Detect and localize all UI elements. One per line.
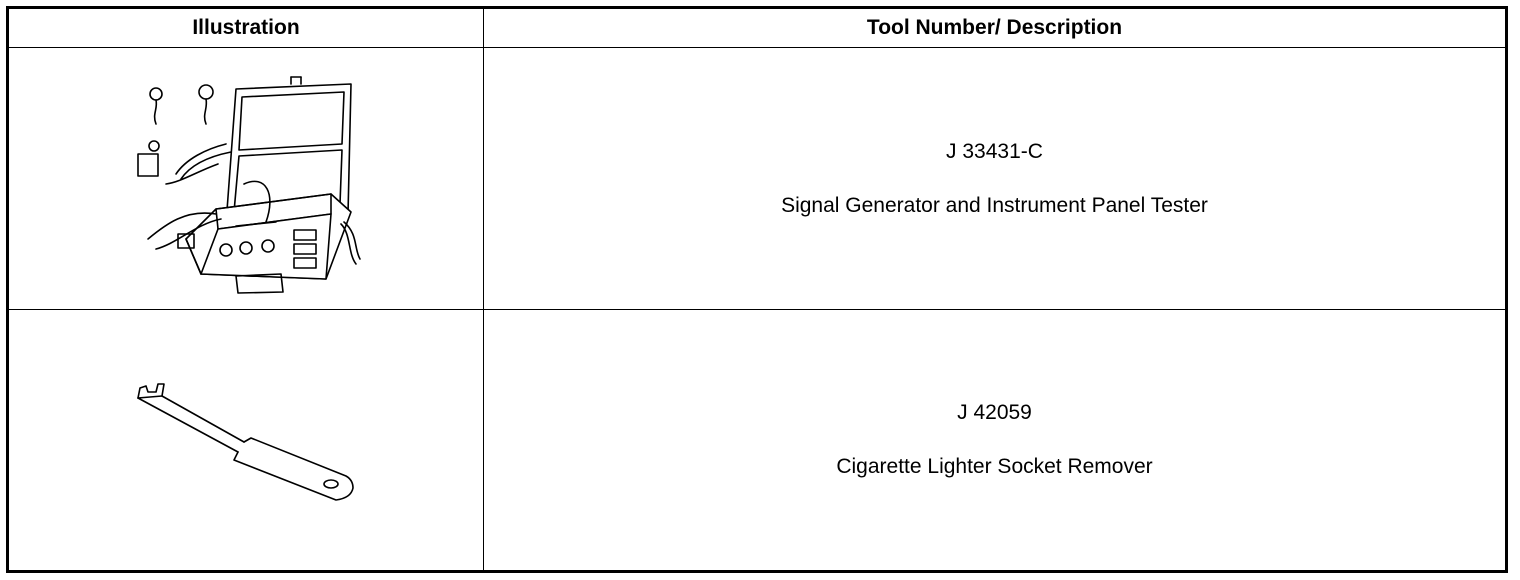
row-2-description-cell — [484, 310, 1505, 570]
tool-description: Cigarette Lighter Socket Remover — [836, 455, 1153, 478]
row-1-illustration — [9, 48, 484, 310]
tool-description: Signal Generator and Instrument Panel Tester — [781, 193, 1208, 217]
tool-number: J 33431-C — [946, 139, 1043, 163]
lighter-socket-remover-icon — [126, 370, 366, 510]
tool-number: J 42059 — [957, 401, 1032, 424]
header-illustration: Illustration — [9, 9, 484, 48]
row-2-illustration — [9, 310, 484, 570]
signal-generator-tester-icon — [126, 64, 366, 294]
header-tool-description: Tool Number/ Description — [484, 9, 1505, 48]
row-1-description-cell — [484, 48, 1505, 310]
tool-table — [6, 6, 1508, 573]
